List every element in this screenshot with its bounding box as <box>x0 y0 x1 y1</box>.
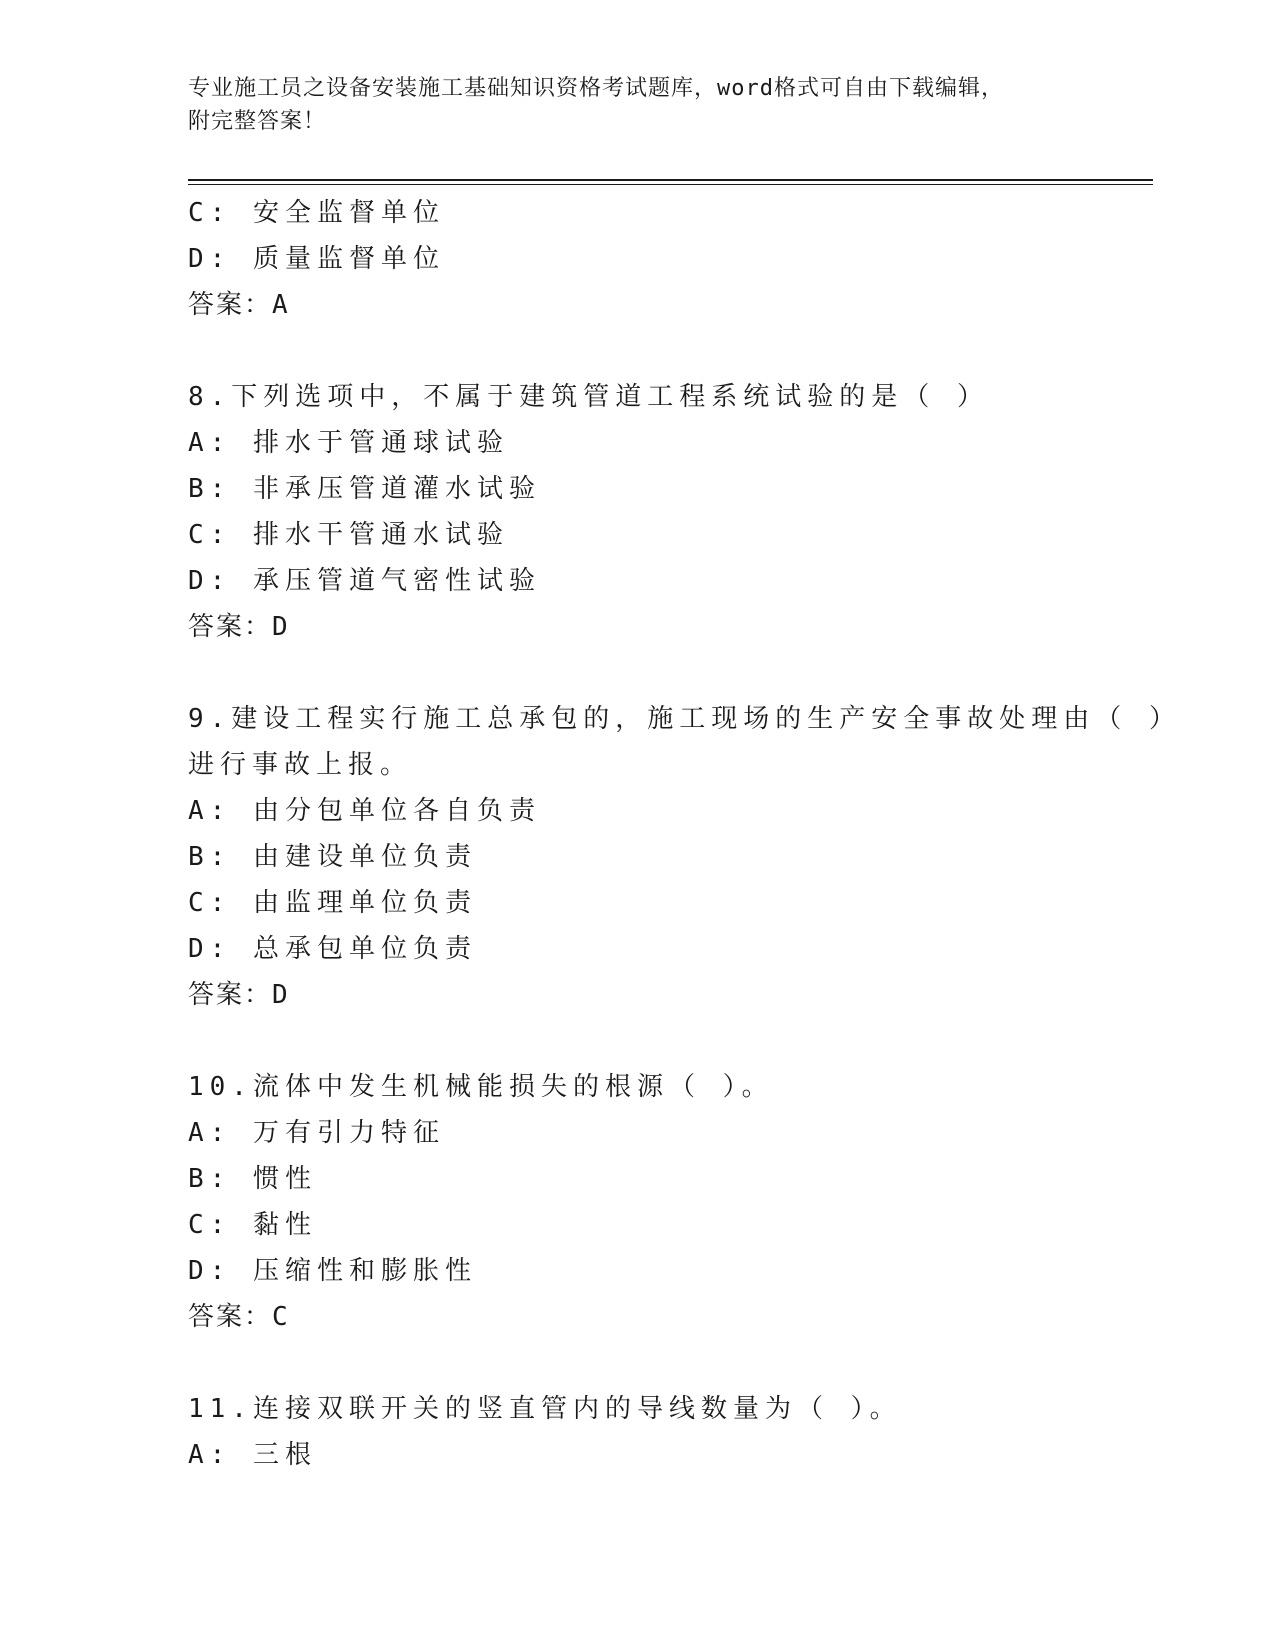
question-text-cont: 进行事故上报。 <box>188 750 413 780</box>
header-divider-thin <box>188 184 1153 185</box>
spacer <box>188 1340 1088 1386</box>
question-text: 8.下列选项中，不属于建筑管道工程系统试验的是（ ） <box>188 382 989 412</box>
answer-label: 答案： <box>188 612 273 642</box>
header-line-2: 附完整答案！ <box>188 109 327 134</box>
document-header <box>188 72 1088 138</box>
question-text: 9.建设工程实行施工总承包的，施工现场的生产安全事故处理由（ ） <box>188 704 1181 734</box>
option-c: C: 排水干管通水试验 <box>188 520 509 550</box>
question-block-prev <box>188 190 1088 328</box>
question-list <box>188 190 1181 1478</box>
question-text: 11.连接双联开关的竖直管内的导线数量为（ ）。 <box>188 1394 902 1424</box>
spacer <box>188 328 1088 374</box>
option-a: A: 排水于管通球试验 <box>188 428 509 458</box>
option-a: A: 三根 <box>188 1440 317 1470</box>
spacer <box>188 650 1088 696</box>
answer-line <box>188 972 1088 1018</box>
answer-line <box>188 604 1088 650</box>
question-block-10 <box>188 1064 1088 1340</box>
option-c: C: 由监理单位负责 <box>188 888 477 918</box>
answer-value: D <box>272 980 290 1010</box>
option-d: D: 总承包单位负责 <box>188 934 477 964</box>
header-line-1: 专业施工员之设备安装施工基础知识资格考试题库，word格式可自由下载编辑， <box>188 76 1004 101</box>
option-c: C: 黏性 <box>188 1210 317 1240</box>
spacer <box>188 1018 1088 1064</box>
header-divider-thick <box>188 179 1153 181</box>
option-b: B: 惯性 <box>188 1164 317 1194</box>
answer-label: 答案： <box>188 980 273 1010</box>
answer-line <box>188 1294 1088 1340</box>
answer-value: D <box>272 612 290 642</box>
question-block-11 <box>188 1386 1088 1478</box>
answer-line <box>188 282 1088 328</box>
question-text: 10.流体中发生机械能损失的根源（ ）。 <box>188 1072 774 1102</box>
option-a: A: 由分包单位各自负责 <box>188 796 541 826</box>
question-block-8 <box>188 374 1088 650</box>
option-c: C: 安全监督单位 <box>188 198 445 228</box>
option-d: D: 质量监督单位 <box>188 244 445 274</box>
answer-value: A <box>272 290 290 320</box>
option-a: A: 万有引力特征 <box>188 1118 445 1148</box>
option-d: D: 承压管道气密性试验 <box>188 566 541 596</box>
option-b: B: 非承压管道灌水试验 <box>188 474 541 504</box>
question-block-9 <box>188 696 1181 1018</box>
answer-value: C <box>272 1302 290 1332</box>
answer-label: 答案： <box>188 290 273 320</box>
answer-label: 答案： <box>188 1302 273 1332</box>
option-d: D: 压缩性和膨胀性 <box>188 1256 477 1286</box>
option-b: B: 由建设单位负责 <box>188 842 477 872</box>
